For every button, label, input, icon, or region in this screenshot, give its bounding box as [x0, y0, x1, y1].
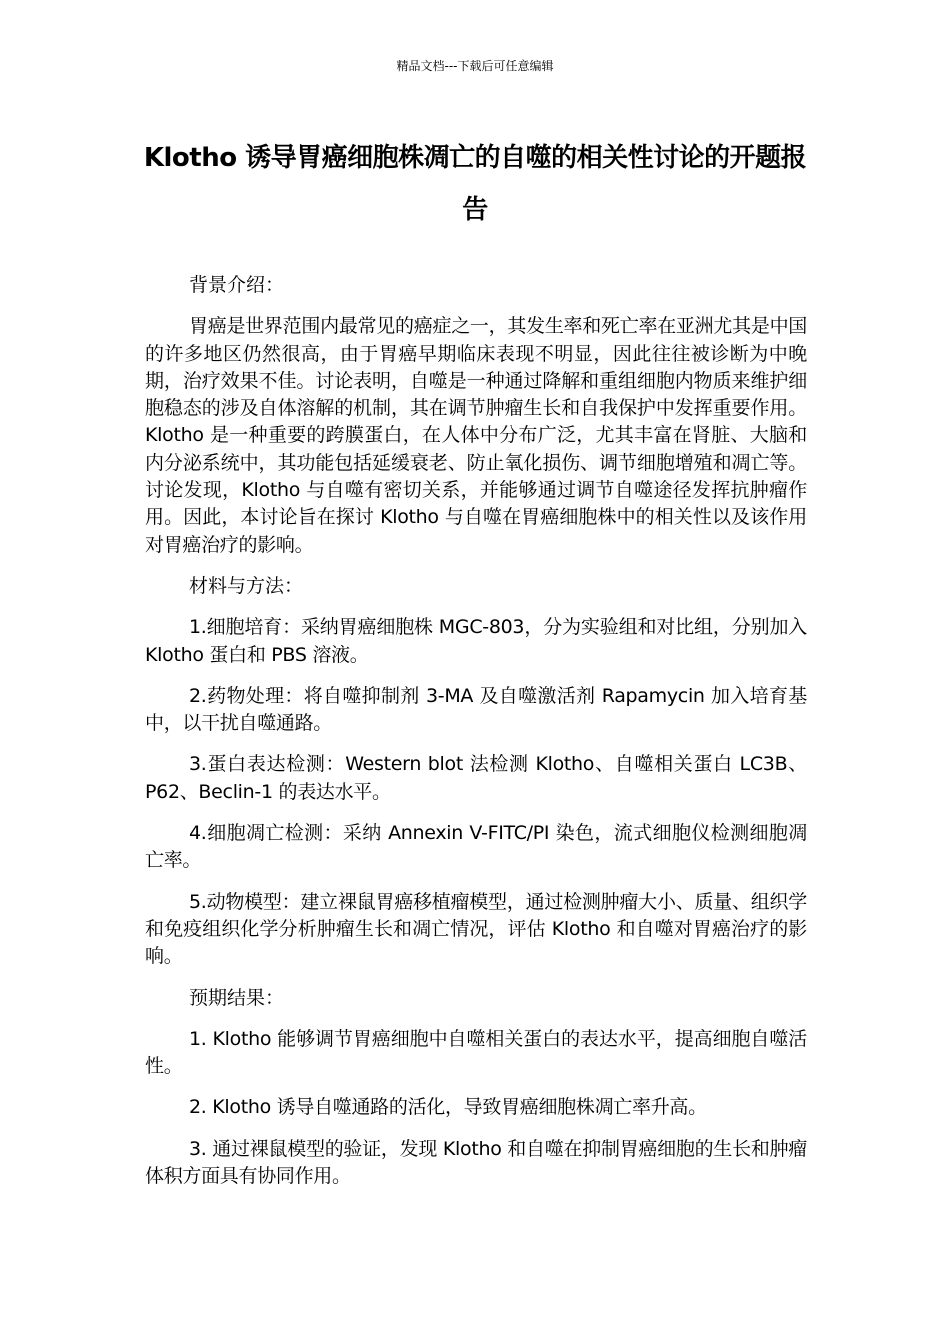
- results-item-1: 1. Klotho 能够调节胃癌细胞中自噬相关蛋白的表达水平，提高细胞自噬活性。: [145, 1027, 807, 1078]
- methods-item-cell-culture: 1.细胞培育：采纳胃癌细胞株 MGC-803，分为实验组和对比组，分别加入 Klotho 蛋白和 PBS 溶液。: [145, 616, 807, 666]
- methods-heading: 材料与方法：: [189, 574, 304, 597]
- document-body: [145, 272, 807, 1204]
- methods-item-animal-model: 5.动物模型：建立裸鼠胃癌移植瘤模型，通过检测肿瘤大小、质量、组织学和免疫组织化学分析肿瘤生长和凋亡情况，评估 Klotho 和自噬对胃癌治疗的影响。: [145, 890, 807, 968]
- results-heading: 预期结果：: [189, 986, 285, 1009]
- methods-item-drug-treatment: 2.药物处理：将自噬抑制剂 3-MA 及自噬激活剂 Rapamycin 加入培育基中，以干扰自噬通路。: [145, 684, 807, 735]
- methods-item-apoptosis-detection: 4.细胞凋亡检测：采纳 Annexin V-FITC/PI 染色，流式细胞仪检测细胞凋亡率。: [145, 822, 807, 872]
- methods-item-protein-detection: 3.蛋白表达检测：Western blot 法检测 Klotho、自噬相关蛋白 LC3B、P62、Beclin-1 的表达水平。: [145, 753, 807, 803]
- results-item-2: 2. Klotho 诱导自噬通路的活化，导致胃癌细胞株凋亡率升高。: [189, 1096, 707, 1119]
- header-note: 精品文档---下载后可任意编辑: [396, 59, 554, 73]
- background-heading: 背景介绍：: [189, 274, 285, 296]
- page-title: Klotho 诱导胃癌细胞株凋亡的自噬的相关性讨论的开题报告: [143, 143, 807, 225]
- results-item-3: 3. 通过裸鼠模型的验证，发现 Klotho 和自噬在抑制胃癌细胞的生长和肿瘤体积方面具有协同作用。: [145, 1137, 807, 1188]
- background-paragraph: 胃癌是世界范围内最常见的癌症之一，其发生率和死亡率在亚洲尤其是中国的许多地区仍然很高，由于胃癌早期临床表现不明显，因此往往被诊断为中晚期，治疗效果不佳。讨论表明，自噬是一种通过降解和重组细胞内物质来维护细胞稳态的涉及自体溶解的机制，其在调节肿瘤生长和自我保护中发挥重要作用。Klotho 是一种重要的跨膜蛋白，在人体中分布广泛，尤其丰富在肾脏、大脑和内分泌系统中，其功能包括延缓衰老、防止氧化损伤、调节细胞增殖和凋亡等。讨论发现，Klotho 与自噬有密切关系，并能够通过调节自噬途径发挥抗肿瘤作用。因此，本讨论旨在探讨 Klotho 与自噬在胃癌细胞株中的相关性以及该作用对胃癌治疗的影响。: [145, 315, 807, 556]
